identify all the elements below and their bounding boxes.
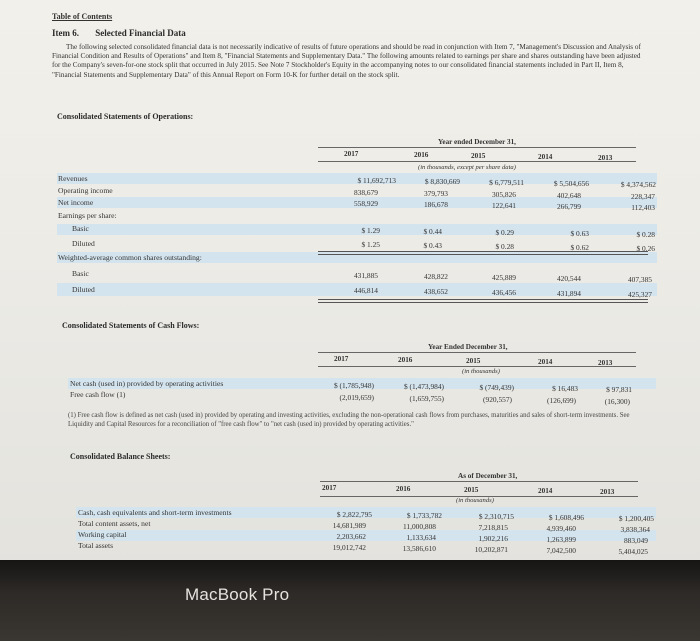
cash-flows-cell: $ (749,439) xyxy=(479,383,514,392)
balance-year: 2014 xyxy=(538,487,553,495)
cash-flows-period-header: Year Ended December 31, xyxy=(428,343,508,351)
cash-flows-year: 2014 xyxy=(538,358,553,366)
cash-flows-cell: $ 97,831 xyxy=(606,385,632,394)
operations-year-rule xyxy=(318,161,636,162)
operations-cell: 379,793 xyxy=(423,189,448,198)
cash-flows-cell: (1,659,755) xyxy=(409,394,444,403)
operations-cell: $ 1.29 xyxy=(361,226,380,235)
balance-cell: 19,012,742 xyxy=(332,543,366,552)
operations-cell: 407,385 xyxy=(627,275,652,284)
operations-period-header: Year ended December 31, xyxy=(438,138,516,146)
balance-cell: 3,838,364 xyxy=(620,525,650,534)
operations-cell: 186,678 xyxy=(423,200,448,209)
operations-year: 2015 xyxy=(471,152,486,160)
operations-title: Consolidated Statements of Operations: xyxy=(57,112,194,121)
item-number: Item 6. xyxy=(52,28,79,38)
cash-flows-cell: (2,019,659) xyxy=(339,393,374,402)
laptop-brand-label: MacBook Pro xyxy=(185,585,290,604)
item-title: Selected Financial Data xyxy=(95,28,186,38)
row-label-content-assets: Total content assets, net xyxy=(78,519,151,528)
cash-flows-year: 2016 xyxy=(398,356,413,364)
cash-flows-year: 2017 xyxy=(334,355,349,363)
row-label-eps-diluted: Diluted xyxy=(72,239,95,248)
operations-cell: 266,799 xyxy=(556,202,581,211)
row-label-operating-cash: Net cash (used in) provided by operating activities xyxy=(70,379,224,388)
operations-cell: $ 0.63 xyxy=(570,229,589,238)
operations-cell: $ 5,504,656 xyxy=(553,179,589,188)
balance-year: 2013 xyxy=(600,488,615,496)
balance-cell: $ 1,608,496 xyxy=(548,513,584,522)
row-label-shares-diluted: Diluted xyxy=(72,285,95,294)
row-label-eps: Earnings per share: xyxy=(58,211,117,220)
row-label-eps-basic: Basic xyxy=(72,224,89,233)
balance-period-header: As of December 31, xyxy=(458,472,518,480)
balance-cell: 13,586,610 xyxy=(402,544,436,553)
row-label-working-capital: Working capital xyxy=(78,530,127,539)
operations-units: (in thousands, except per share data) xyxy=(418,164,516,171)
balance-cell: $ 2,310,715 xyxy=(478,512,514,521)
balance-cell: $ 1,200,405 xyxy=(618,514,654,523)
intro-paragraph: The following selected consolidated financial data is not necessarily indicative of results of future operations and should be read in conjunction with Item 7, "Management's Discussion and Analysis of Financial Condition and Results of Operations" and Item 8, "Financial Statements and Supplementary Data." The following amounts related to earnings per share and shares outstanding have been adjusted for the Company's seven-for-one stock split that occurred in July 2015. See Note 7 Stockholder's Equity in the accompanying notes to our consolidated financial statements included in Part II, Item 8, "Financial Statements and Supplementary Data" of this Annual Report on Form 10-K for further detail on the stock split. xyxy=(52,43,641,79)
cash-flows-title: Consolidated Statements of Cash Flows: xyxy=(62,321,200,330)
operations-cell: 122,641 xyxy=(491,201,516,210)
operations-cell: 305,826 xyxy=(491,190,516,199)
row-label-cash: Cash, cash equivalents and short-term investments xyxy=(78,508,232,517)
balance-cell: 7,042,500 xyxy=(546,546,576,555)
balance-cell: 4,939,460 xyxy=(546,524,576,533)
row-label-total-assets: Total assets xyxy=(78,541,114,550)
operations-cell: $ 8,830,669 xyxy=(424,177,460,186)
operations-year: 2014 xyxy=(538,153,553,161)
balance-cell: $ 1,733,782 xyxy=(406,511,442,520)
operations-cell: 425,327 xyxy=(627,290,652,299)
shares-double-rule xyxy=(318,299,648,303)
operations-cell: $ 0.43 xyxy=(423,241,442,250)
operations-cell: 228,347 xyxy=(630,192,655,201)
row-label-free-cash-flow: Free cash flow (1) xyxy=(70,390,126,399)
operations-cell: $ 0.29 xyxy=(495,228,514,237)
balance-year: 2016 xyxy=(396,485,411,493)
eps-double-rule xyxy=(318,251,648,255)
balance-cell: 2,203,662 xyxy=(336,532,366,541)
row-label-weighted-shares: Weighted-average common shares outstanding: xyxy=(58,253,202,262)
operations-cell: 446,814 xyxy=(353,286,378,295)
cash-flows-cell: $ (1,473,984) xyxy=(403,382,444,391)
balance-cell: 883,049 xyxy=(623,536,648,545)
operations-cell: $ 0.44 xyxy=(423,227,442,236)
operations-cell: 112,403 xyxy=(631,203,655,212)
balance-cell: 10,202,871 xyxy=(474,545,508,554)
operations-cell: 428,822 xyxy=(423,272,448,281)
cash-flows-cell: (126,699) xyxy=(547,396,576,405)
operations-cell: 438,652 xyxy=(423,287,448,296)
row-label-revenues: Revenues xyxy=(58,174,88,183)
balance-year: 2015 xyxy=(464,486,479,494)
operations-header-rule xyxy=(318,147,636,148)
balance-units: (in thousands) xyxy=(456,497,494,504)
cash-flows-cell: $ (1,785,948) xyxy=(333,381,374,390)
balance-cell: 1,133,634 xyxy=(406,533,436,542)
row-label-shares-basic: Basic xyxy=(72,269,89,278)
cash-flows-header-rule xyxy=(318,352,636,353)
operations-cell: 558,929 xyxy=(353,199,378,208)
operations-cell: 838,679 xyxy=(353,188,378,197)
operations-cell: 425,889 xyxy=(491,273,516,282)
balance-cell: 5,404,025 xyxy=(618,547,648,556)
row-label-operating-income: Operating income xyxy=(58,186,113,195)
operations-cell: 420,544 xyxy=(556,274,581,283)
operations-cell: 431,885 xyxy=(353,271,378,280)
balance-cell: 1,902,216 xyxy=(478,534,508,543)
table-of-contents-link[interactable]: Table of Contents xyxy=(52,12,113,21)
laptop-bezel xyxy=(0,560,700,641)
cash-flows-year-rule xyxy=(318,366,636,367)
cash-flows-year: 2013 xyxy=(598,359,613,367)
balance-cell: $ 2,822,795 xyxy=(336,510,372,519)
operations-cell: $ 0.26 xyxy=(636,244,655,253)
cash-flows-units: (in thousands) xyxy=(462,368,500,375)
balance-cell: 1,263,899 xyxy=(546,535,576,544)
balance-cell: 11,000,808 xyxy=(403,522,436,531)
operations-cell: $ 0.28 xyxy=(636,230,655,239)
operations-year: 2017 xyxy=(344,150,359,158)
operations-cell: 431,894 xyxy=(556,289,581,298)
operations-cell: $ 0.62 xyxy=(570,243,589,252)
cash-flows-cell: $ 16,483 xyxy=(552,384,578,393)
operations-cell: $ 6,779,511 xyxy=(489,178,524,187)
balance-cell: 7,218,815 xyxy=(478,523,508,532)
operations-cell: $ 0.28 xyxy=(495,242,514,251)
balance-sheet-title: Consolidated Balance Sheets: xyxy=(70,452,171,461)
cash-flows-cell: (920,557) xyxy=(483,395,512,404)
cash-flows-year: 2015 xyxy=(466,357,481,365)
balance-header-rule xyxy=(320,481,638,482)
cash-flows-cell: (16,300) xyxy=(604,397,630,406)
operations-cell: $ 11,692,713 xyxy=(357,176,396,185)
row-label-net-income: Net income xyxy=(58,198,94,207)
operations-cell: $ 4,374,562 xyxy=(620,180,656,189)
free-cash-flow-footnote: (1) Free cash flow is defined as net cash (used in) provided by operating and investing activities, excluding the non-operational cash flows from purchases, maturities and sales of short-term investments. See Liquidity and Capital Resources for a reconciliation of "free cash flow" to "net cash (used in) provided by operating activities." xyxy=(68,412,630,428)
operations-year: 2013 xyxy=(598,154,613,162)
operations-cell: $ 1.25 xyxy=(361,240,380,249)
operations-cell: 402,648 xyxy=(556,191,581,200)
balance-cell: 14,681,989 xyxy=(332,521,366,530)
operations-cell: 436,456 xyxy=(491,288,516,297)
item-heading xyxy=(52,28,186,38)
balance-year: 2017 xyxy=(322,484,337,492)
operations-year: 2016 xyxy=(414,151,429,159)
